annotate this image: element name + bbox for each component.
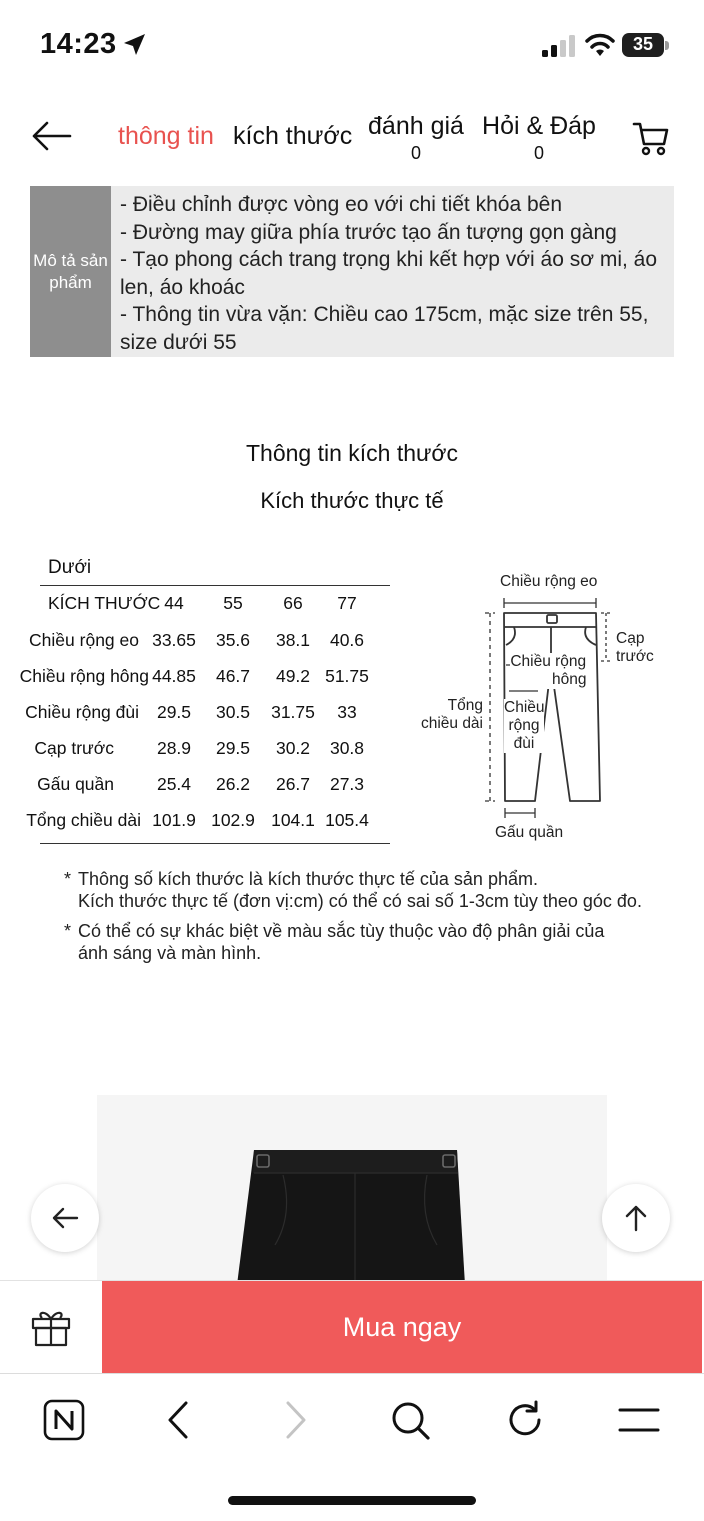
- refresh-icon: [503, 1398, 547, 1442]
- buy-now-button[interactable]: Mua ngay: [102, 1281, 702, 1373]
- cell-value: 31.75: [271, 702, 315, 722]
- description-label: Mô tả sản phẩm: [30, 186, 111, 357]
- location-icon: [120, 31, 148, 59]
- chevron-right-icon: [272, 1398, 316, 1442]
- prev-image-button[interactable]: [31, 1184, 99, 1252]
- description-line: - Đường may giữa phía trước tạo ấn tượng gọn gàng: [120, 220, 617, 244]
- cell-value: 51.75: [325, 666, 369, 686]
- pants-photo-illustration: [97, 1095, 607, 1285]
- size-diagram: [410, 565, 690, 855]
- tab-qa-label: Hỏi & Đáp: [482, 112, 596, 140]
- cell-value: 49.2: [275, 666, 311, 686]
- size-header-44: 44: [164, 593, 184, 613]
- size-header-55: 55: [223, 593, 243, 613]
- naver-home-button[interactable]: [42, 1398, 86, 1442]
- cell-value: 44.85: [152, 666, 196, 686]
- size-info-subtitle: Kích thước thực tế: [260, 488, 444, 513]
- row-label: Chiều rộng hông: [19, 666, 149, 686]
- cell-value: 38.1: [275, 630, 311, 650]
- cell-value: 30.8: [329, 738, 365, 758]
- description-line: - Điều chỉnh được vòng eo với chi tiết khóa bên: [120, 193, 563, 216]
- back-icon: [51, 1204, 79, 1232]
- home-indicator[interactable]: [228, 1496, 476, 1505]
- description-line: - Tạo phong cách trang trọng khi kết hợp với áo sơ mi, áo len, áo khoác: [120, 248, 658, 299]
- cell-value: 28.9: [156, 738, 192, 758]
- diagram-hip-line: Chiều rộng: [510, 653, 587, 670]
- cell-value: 29.5: [215, 738, 251, 758]
- tab-qa[interactable]: [480, 112, 598, 164]
- size-notes: [64, 868, 684, 972]
- diagram-total-length-line: Tổng: [447, 697, 483, 714]
- cell-value: 46.7: [215, 666, 251, 686]
- cell-value: 26.7: [275, 774, 311, 794]
- purchase-bar: [0, 1280, 704, 1372]
- cell-value: 104.1: [271, 810, 315, 830]
- note-line: Kích thước thực tế (đơn vị:cm) có thể có sai số 1-3cm tùy theo góc đo.: [78, 891, 642, 911]
- cell-value: 27.3: [329, 774, 365, 794]
- chevron-left-icon: [158, 1398, 202, 1442]
- browser-search-button[interactable]: [388, 1398, 432, 1442]
- cell-value: 101.9: [152, 810, 196, 830]
- note-line: Thông số kích thước là kích thước thực tế của sản phẩm.: [78, 869, 538, 889]
- browser-refresh-button[interactable]: [503, 1398, 547, 1442]
- cell-value: 33.65: [152, 630, 196, 650]
- status-bar: [0, 0, 704, 92]
- diagram-total-length-label: [418, 697, 483, 733]
- row-label: Chiều rộng eo: [29, 630, 139, 650]
- diagram-hip-line: hông: [552, 671, 587, 688]
- browser-menu-button[interactable]: [617, 1398, 661, 1442]
- row-label: Gấu quần: [37, 774, 114, 794]
- browser-forward-button[interactable]: [272, 1398, 316, 1442]
- gift-icon: [30, 1307, 72, 1347]
- status-time: 14:23: [40, 28, 117, 60]
- diagram-waist-label: Chiều rộng eo: [500, 573, 598, 590]
- cell-value: 33: [337, 702, 357, 722]
- row-label: Chiều rộng đùi: [25, 702, 139, 722]
- diagram-hip-label: [510, 653, 586, 689]
- product-nav-bar: [0, 100, 704, 170]
- diagram-hem-label: Gấu quần: [495, 824, 564, 841]
- arrow-up-icon: [622, 1204, 650, 1232]
- size-note: [64, 868, 684, 912]
- cart-icon[interactable]: [632, 120, 670, 156]
- browser-back-button[interactable]: [158, 1398, 202, 1442]
- gift-button[interactable]: [0, 1281, 102, 1373]
- tab-size[interactable]: kích thước: [233, 122, 353, 150]
- menu-icon: [617, 1398, 661, 1442]
- size-header-66: 66: [283, 593, 303, 613]
- diagram-front-rise-label: [616, 630, 654, 666]
- cell-value: 102.9: [211, 810, 255, 830]
- size-header-77: 77: [337, 593, 357, 613]
- cell-value: 30.5: [215, 702, 251, 722]
- tab-review[interactable]: [366, 112, 466, 164]
- back-icon[interactable]: [30, 120, 72, 152]
- diagram-front-rise-line: trước: [616, 648, 654, 665]
- battery-level: 35: [632, 34, 654, 54]
- diagram-thigh-line: Chiều: [504, 699, 545, 716]
- signal-icon: [540, 34, 576, 58]
- row-label: Tổng chiều dài: [26, 810, 141, 830]
- row-label: Cạp trước: [34, 738, 114, 758]
- diagram-thigh-line: rộng: [508, 717, 540, 734]
- wifi-icon: [584, 32, 616, 58]
- size-note: [64, 920, 684, 964]
- cell-value: 40.6: [329, 630, 365, 650]
- search-icon: [388, 1398, 432, 1442]
- cell-value: 30.2: [275, 738, 311, 758]
- product-description: [30, 186, 674, 357]
- description-line: - Thông tin vừa vặn: Chiều cao 175cm, mặc size trên 55, size dưới 55: [120, 303, 649, 354]
- size-header-label: KÍCH THƯỚC: [48, 593, 161, 613]
- size-table-group: Dưới: [48, 557, 92, 578]
- browser-toolbar: [0, 1373, 704, 1521]
- cell-value: 35.6: [215, 630, 251, 650]
- naver-home-icon: [42, 1398, 86, 1442]
- note-bullet: *: [64, 921, 72, 941]
- cell-value: 29.5: [156, 702, 192, 722]
- cell-value: 25.4: [156, 774, 192, 794]
- diagram-front-rise-line: Cạp: [616, 630, 645, 647]
- diagram-thigh-line: đùi: [513, 735, 535, 752]
- size-info-title: Thông tin kích thước: [245, 440, 459, 466]
- product-photo: [97, 1095, 607, 1285]
- note-line: ánh sáng và màn hình.: [78, 943, 262, 963]
- note-bullet: *: [64, 869, 72, 889]
- tab-review-count: 0: [410, 143, 421, 163]
- scroll-top-button[interactable]: [602, 1184, 670, 1252]
- diagram-thigh-label: [504, 699, 544, 753]
- tab-info[interactable]: thông tin: [118, 122, 214, 150]
- cell-value: 26.2: [215, 774, 251, 794]
- battery-indicator: [622, 33, 670, 57]
- tab-review-label: đánh giá: [368, 112, 464, 140]
- cell-value: 105.4: [325, 810, 369, 830]
- diagram-total-length-line: chiều dài: [420, 715, 483, 732]
- note-line: Có thể có sự khác biệt về màu sắc tùy thuộc vào độ phân giải của: [78, 921, 605, 941]
- description-text: [120, 191, 670, 356]
- tab-qa-count: 0: [533, 143, 544, 163]
